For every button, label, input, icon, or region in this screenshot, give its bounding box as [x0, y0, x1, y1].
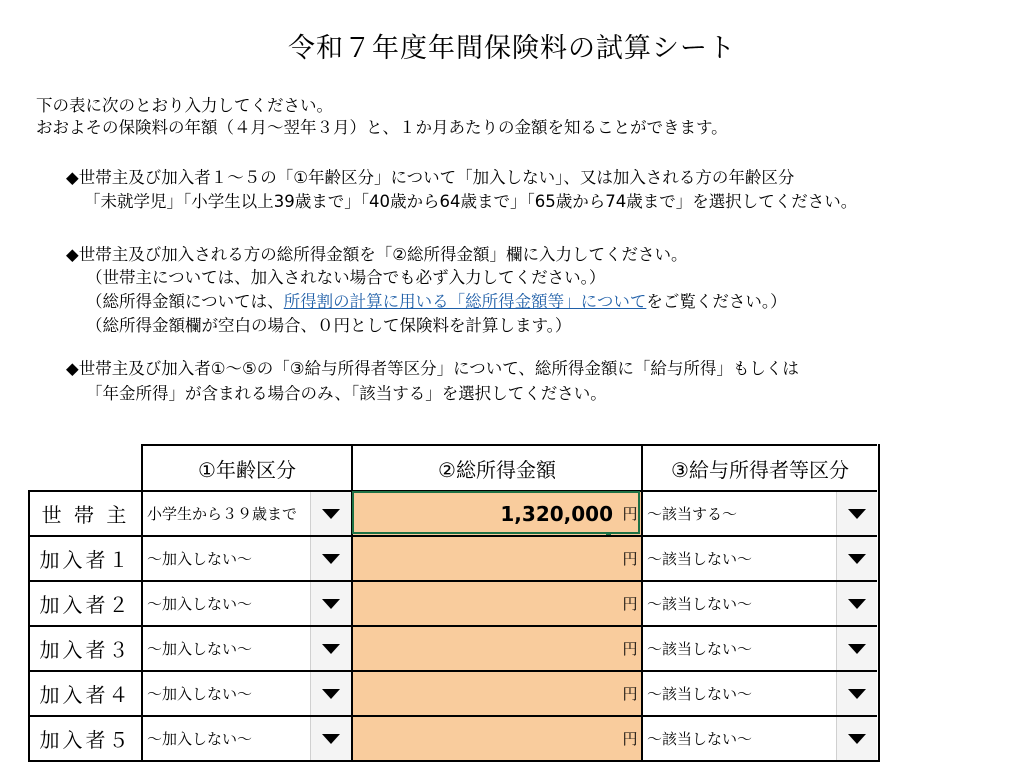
age-select-value: ～加入しない～ [147, 550, 253, 568]
row-label-member-3: 加入者３ [28, 625, 141, 670]
dropdown-arrow-icon[interactable] [310, 492, 351, 535]
dropdown-arrow-icon[interactable] [310, 627, 351, 670]
income-input-member-4[interactable] [351, 670, 641, 715]
note-2-line-2: （世帯主については、加入されない場合でも必ず入力してください。） [86, 268, 606, 287]
note-2-line-1: ◆世帯主及び加入される方の総所得金額を「②総所得金額」欄に入力してください。 [66, 245, 688, 264]
intro-line-1: 下の表に次のとおり入力してください。 [36, 96, 333, 115]
note-1-line-2: 「未就学児」「小学生以上39歳まで」「40歳から64歳まで」「65歳から74歳まで」を選択してください。 [84, 192, 858, 211]
income-input-member-3[interactable] [351, 625, 641, 670]
dropdown-arrow-icon[interactable] [836, 672, 877, 715]
income-input-member-5[interactable] [351, 715, 641, 760]
dropdown-arrow-icon[interactable] [836, 717, 877, 760]
dropdown-arrow-icon[interactable] [836, 582, 877, 625]
row-label-member-4: 加入者４ [28, 670, 141, 715]
yen-unit: 円 [622, 640, 638, 658]
dropdown-arrow-icon[interactable] [836, 537, 877, 580]
salary-select-member-5[interactable] [641, 715, 877, 760]
note-2-line-3-suffix: をご覧ください。） [646, 292, 787, 311]
table-corner [28, 444, 141, 490]
note-2-line-3-prefix: （総所得金額については、 [86, 292, 284, 311]
row-label-member-5: 加入者５ [28, 715, 141, 760]
note-3-line-2: 「年金所得」が含まれる場合のみ、「該当する」を選択してください。 [86, 384, 607, 403]
age-select-value: ～加入しない～ [147, 640, 253, 658]
row-label-household-head: 世 帯 主 [28, 490, 141, 535]
dropdown-arrow-icon[interactable] [310, 717, 351, 760]
salary-select-value: ～該当しない～ [647, 640, 753, 658]
salary-select-member-2[interactable] [641, 580, 877, 625]
row-label-member-1: 加入者１ [28, 535, 141, 580]
age-select-member-4[interactable] [141, 670, 351, 715]
yen-unit: 円 [622, 505, 638, 523]
age-select-value: ～加入しない～ [147, 685, 253, 703]
salary-select-member-1[interactable] [641, 535, 877, 580]
dropdown-arrow-icon[interactable] [310, 582, 351, 625]
age-select-member-1[interactable] [141, 535, 351, 580]
header-total-income: ②総所得金額 [351, 444, 641, 490]
page-title: 令和７年度年間保険料の試算シート [288, 33, 736, 64]
income-input-member-2[interactable] [351, 580, 641, 625]
age-select-member-2[interactable] [141, 580, 351, 625]
age-select-household-head[interactable] [141, 490, 351, 535]
yen-unit: 円 [622, 595, 638, 613]
dropdown-arrow-icon[interactable] [310, 672, 351, 715]
income-input-member-1[interactable] [351, 535, 641, 580]
header-age-category: ①年齢区分 [141, 444, 351, 490]
note-1-line-1: ◆世帯主及び加入者１～５の「①年齢区分」について「加入しない」、又は加入される方の年齢区分 [66, 168, 795, 187]
salary-select-value: ～該当しない～ [647, 595, 753, 613]
salary-select-member-3[interactable] [641, 625, 877, 670]
note-3-line-1: ◆世帯主及び加入者①～⑤の「③給与所得者等区分」について、総所得金額に「給与所得」もしくは [66, 359, 799, 378]
age-select-value: ～加入しない～ [147, 730, 253, 748]
yen-unit: 円 [622, 730, 638, 748]
dropdown-arrow-icon[interactable] [310, 537, 351, 580]
premium-input-table [28, 444, 880, 762]
salary-select-value: ～該当しない～ [647, 550, 753, 568]
salary-select-value: ～該当しない～ [647, 730, 753, 748]
salary-select-household-head[interactable] [641, 490, 877, 535]
salary-select-value: ～該当しない～ [647, 685, 753, 703]
income-input-household-head[interactable] [351, 490, 641, 535]
dropdown-arrow-icon[interactable] [836, 627, 877, 670]
age-select-member-5[interactable] [141, 715, 351, 760]
salary-select-member-4[interactable] [641, 670, 877, 715]
intro-line-2: おおよその保険料の年額（４月～翌年３月）と、１か月あたりの金額を知ることができます。 [36, 118, 728, 137]
salary-select-value: ～該当する～ [647, 505, 738, 523]
header-salary-category: ③給与所得者等区分 [641, 444, 877, 490]
income-value: 1,320,000 [500, 501, 613, 526]
yen-unit: 円 [622, 550, 638, 568]
dropdown-arrow-icon[interactable] [836, 492, 877, 535]
age-select-value: 小学生から３９歳まで [147, 505, 298, 523]
note-2-line-4: （総所得金額欄が空白の場合、０円として保険料を計算します。） [86, 316, 572, 335]
income-definition-link[interactable]: 所得割の計算に用いる「総所得金額等」について [283, 292, 647, 311]
note-2-line-3 [86, 291, 787, 313]
row-label-member-2: 加入者２ [28, 580, 141, 625]
yen-unit: 円 [622, 685, 638, 703]
age-select-value: ～加入しない～ [147, 595, 253, 613]
age-select-member-3[interactable] [141, 625, 351, 670]
